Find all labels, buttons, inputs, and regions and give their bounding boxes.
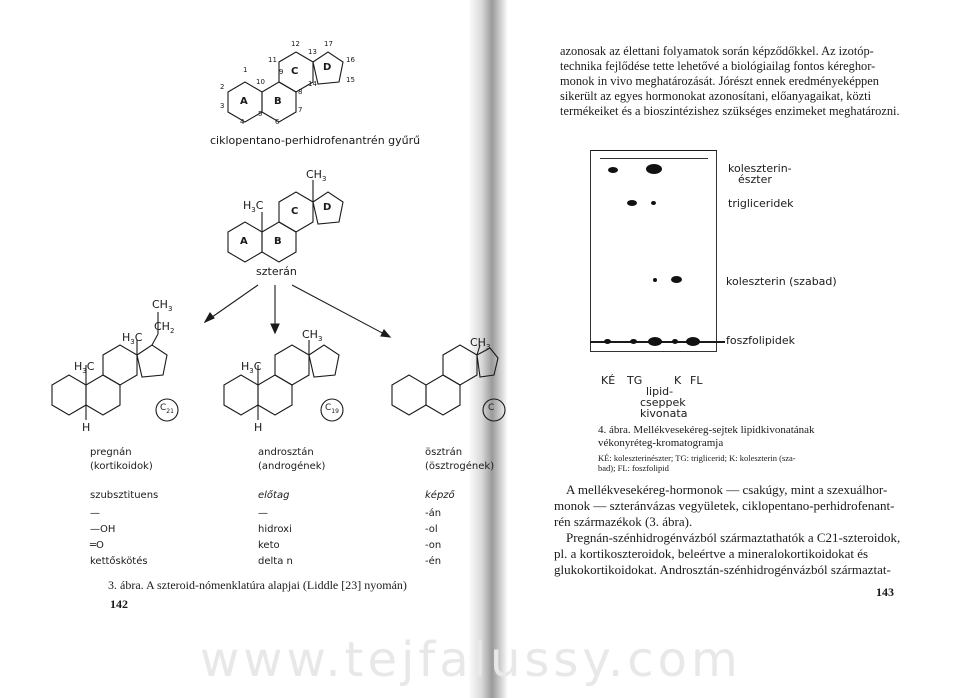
ring-number: 12	[291, 40, 300, 48]
tlc-spot	[653, 278, 657, 282]
pregnan-ch2-label: $CH_2$	[154, 320, 175, 336]
table-cell: -án	[425, 508, 442, 519]
ring-number: 6	[275, 118, 280, 126]
tlc-spot	[630, 339, 637, 344]
tlc-spot	[671, 276, 682, 283]
steran-ring-c: C	[291, 206, 299, 217]
osztran-group: (ösztrogének)	[425, 461, 495, 472]
tlc-spot	[672, 339, 678, 344]
ring-letter-c: C	[291, 66, 299, 77]
pregnan-c21-badge: $C_{21}$	[160, 403, 174, 415]
text-line: pl. a kortikoszteroidok, beleértve a mineralokortikoidokat és	[554, 546, 869, 561]
tlc-label-triglycerides: trigliceridek	[728, 197, 794, 210]
tlc-label-cholesteryl-ester-2: észter	[738, 173, 772, 186]
androsztan-group: (androgének)	[258, 461, 326, 472]
androsztan-name: androsztán	[258, 447, 314, 458]
osztran-ch3-label: $CH_3$	[470, 336, 491, 352]
tlc-label-cholesteryl-ester-1: koleszterin-	[728, 162, 792, 175]
table-cell: keto	[258, 540, 280, 551]
steran-label: szterán	[256, 265, 297, 278]
text-line: azonosak az élettani folyamatok során képződőkkel. Az izotóp-	[560, 44, 874, 58]
caption-legend-line: KÉ: koleszterinészter; TG: triglicerid; K: koleszterin (sza-	[598, 453, 796, 463]
table-cell: -ol	[425, 524, 438, 535]
tlc-spot	[648, 337, 662, 346]
table-cell: kettőskötés	[90, 556, 148, 567]
pregnan-h3c-lower-label: $H_3C$	[74, 360, 95, 376]
solvent-front-line	[600, 158, 708, 159]
tlc-spot	[608, 167, 618, 173]
osztran-badge: C	[488, 403, 495, 413]
lane-label-ke: KÉ	[601, 374, 616, 387]
ring-number: 13	[308, 48, 317, 56]
ring-number: 5	[258, 110, 263, 118]
table-cell: -én	[425, 556, 442, 567]
tlc-plate	[590, 150, 717, 352]
table-cell: delta n	[258, 556, 293, 567]
table-header-substituent: szubsztituens	[90, 490, 159, 501]
text-line: termékeiket és a bioszintézishez szükséges enzimeket meghatározni.	[560, 104, 900, 118]
lane-label-droplets: cseppek	[640, 396, 686, 409]
ring-number: 7	[298, 106, 303, 114]
ring-number: 1	[243, 66, 248, 74]
osztran-name: ösztrán	[425, 447, 463, 458]
caption-line: vékonyréteg-kromatogramja	[598, 437, 724, 449]
text-line: A mellékvesekéreg-hormonok — csakúgy, mint a szexuálhor-	[566, 482, 888, 497]
lane-label-extract: kivonata	[640, 407, 688, 420]
ring-number: 10	[256, 78, 265, 86]
lane-label-tg: TG	[627, 374, 643, 387]
ring-letter-b: B	[274, 96, 282, 107]
figure-3-caption: 3. ábra. A szteroid-nómenklatúra alapjai (Liddle [23] nyomán)	[108, 578, 407, 592]
text-line: technika fejlődése tette lehetővé a biológiailag fontos kéreghor-	[560, 59, 876, 73]
ring-number: 15	[346, 76, 355, 84]
table-cell: -on	[425, 540, 442, 551]
tlc-spot	[651, 201, 656, 205]
pregnan-name: pregnán	[90, 447, 132, 458]
ring-number: 9	[279, 68, 284, 76]
text-line: sikerült az egyes hormonokat azonosítani, előanyagaikat, közti	[560, 89, 872, 103]
ring-number: 14	[308, 80, 317, 88]
table-cell: —OH	[90, 524, 116, 535]
body-paragraph	[554, 482, 906, 578]
text-line: monok in vivo meghatározását. Jórészt ennek eredményeképpen	[560, 74, 879, 88]
text-line: Pregnán-szénhidrogénvázból származtathatók a C21-szteroidok,	[566, 530, 901, 545]
ring-number: 16	[346, 56, 355, 64]
androsztan-c19-badge: $C_{19}$	[325, 403, 339, 415]
tlc-spot	[646, 164, 662, 174]
ring-number: 8	[298, 88, 303, 96]
table-cell: ═O	[90, 540, 104, 551]
table-header-prefix: előtag	[258, 490, 290, 501]
ring-letter-a: A	[240, 96, 248, 107]
ring-number: 11	[268, 56, 277, 64]
ring-number: 2	[220, 83, 225, 91]
table-cell: —	[258, 508, 268, 519]
pregnan-h-label: H	[82, 421, 91, 434]
ring-system-label: ciklopentano-perhidrofenantrén gyűrű	[210, 134, 421, 147]
androsztan-ch3-label: $CH_3$	[302, 328, 323, 344]
table-header-suffix: képző	[425, 490, 455, 501]
tlc-spot	[686, 337, 700, 346]
pregnan-h3c-upper-label: $H_3C$	[122, 331, 143, 347]
caption-legend-line: bad); FL: foszfolipid	[598, 463, 669, 473]
androsztan-h-label: H	[254, 421, 263, 434]
page-number-left: 142	[110, 597, 128, 611]
text-line: glukokortikoidokat. Androsztán-szénhidrogénvázból származtat-	[554, 562, 891, 577]
pregnan-group: (kortikoidok)	[90, 461, 153, 472]
tlc-spot	[627, 200, 637, 206]
ring-number: 17	[324, 40, 333, 48]
ring-number: 3	[220, 102, 225, 110]
lane-label-fl: FL	[690, 374, 703, 387]
figure-4-caption	[598, 424, 898, 473]
intro-paragraph	[560, 44, 900, 119]
watermark: www.tejfalussy.com	[200, 632, 742, 688]
text-line: rén származékok (3. ábra).	[554, 514, 693, 529]
page-number-right: 143	[876, 585, 894, 599]
text-line: monok — szteránvázas vegyületek, ciklopentano-perhidrofenant-	[554, 498, 895, 513]
steran-ring-d: D	[323, 202, 332, 213]
ring-letter-d: D	[323, 62, 332, 73]
tlc-spot	[604, 339, 611, 344]
pregnan-ch3-label: $CH_3$	[152, 298, 173, 314]
table-cell: hidroxi	[258, 524, 292, 535]
lane-label-k: K	[674, 374, 682, 387]
androsztan-h3c-label: $H_3C$	[241, 360, 262, 376]
tlc-label-phospholipids: foszfolipidek	[726, 334, 795, 347]
tlc-label-free-cholesterol: koleszterin (szabad)	[726, 275, 837, 288]
steran-ring-b: B	[274, 236, 282, 247]
steran-ch3-label: $CH_3$	[306, 168, 327, 184]
ring-number: 4	[240, 118, 245, 126]
lane-label-lipid: lipid-	[646, 385, 674, 398]
steran-ring-a: A	[240, 236, 248, 247]
steran-h3c-label: $H_3C$	[243, 199, 264, 215]
caption-line: 4. ábra. Mellékvesekéreg-sejtek lipidkivonatának	[598, 424, 815, 436]
table-cell: —	[90, 508, 100, 519]
